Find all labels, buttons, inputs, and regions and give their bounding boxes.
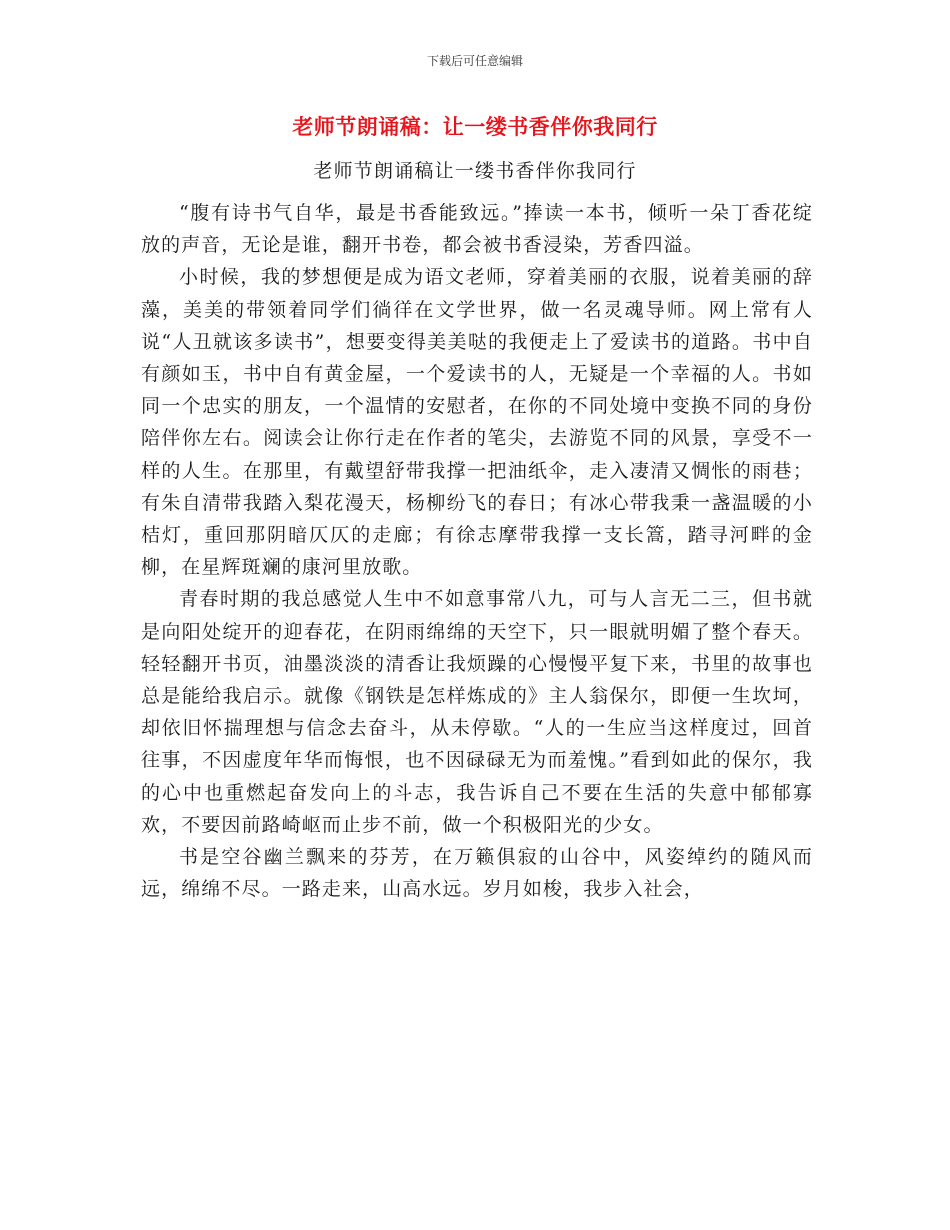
paragraph-4: 书是空谷幽兰飘来的芬芳，在万籁俱寂的山谷中，风姿绰约的随风而远，绵绵不尽。一路走来，山高水远。岁月如梭，我步入社会，: [141, 846, 813, 901]
document-subtitle: 老师节朗诵稿让一缕书香伴你我同行: [313, 160, 637, 182]
document-body: [141, 197, 813, 905]
paragraph-1: “腹有诗书气自华，最是书香能致远。”捧读一本书，倾听一朵丁香花绽放的声音，无论是谁，翻开书卷，都会被书香浸染，芳香四溢。: [141, 202, 813, 257]
document-title: 老师节朗诵稿：让一缕书香伴你我同行: [292, 115, 658, 139]
header-note: 下载后可任意编辑: [426, 54, 523, 68]
paragraph-2: 小时候，我的梦想便是成为语文老师，穿着美丽的衣服，说着美丽的辞藻，美美的带领着同学们徜徉在文学世界，做一名灵魂导师。网上常有人说“人丑就该多读书”，想要变得美美哒的我便走上了爱读书的道路。书中自有颜如玉，书中自有黄金屋，一个爱读书的人，无疑是一个幸福的人。书如同一个忠实的朋友，一个温情的安慰者，在你的不同处境中变换不同的身份陪伴你左右。阅读会让你行走在作者的笔尖，去游览不同的风景，享受不一样的人生。在那里，有戴望舒带我撑一把油纸伞，走入凄清又惆怅的雨巷；有朱自清带我踏入梨花漫天，杨柳纷飞的春日；有冰心带我秉一盏温暖的小桔灯，重回那阴暗仄仄的走廊；有徐志摩带我撑一支长篙，踏寻河畔的金柳，在星辉斑斓的康河里放歌。: [141, 266, 813, 579]
paragraph-3: 青春时期的我总感觉人生中不如意事常八九，可与人言无二三，但书就是向阳处绽开的迎春花，在阴雨绵绵的天空下，只一眼就明媚了整个春天。轻轻翻开书页，油墨淡淡的清香让我烦躁的心慢慢平复下来，书里的故事也总是能给我启示。就像《钢铁是怎样炼成的》主人翁保尔，即便一生坎坷，却依旧怀揣理想与信念去奋斗，从未停歇。“人的一生应当这样度过，回首往事，不因虚度年华而悔恨，也不因碌碌无为而羞愧。”看到如此的保尔，我的心中也重燃起奋发向上的斗志，我告诉自己不要在生活的失意中郁郁寡欢，不要因前路崎岖而止步不前，做一个积极阳光的少女。: [141, 588, 813, 836]
